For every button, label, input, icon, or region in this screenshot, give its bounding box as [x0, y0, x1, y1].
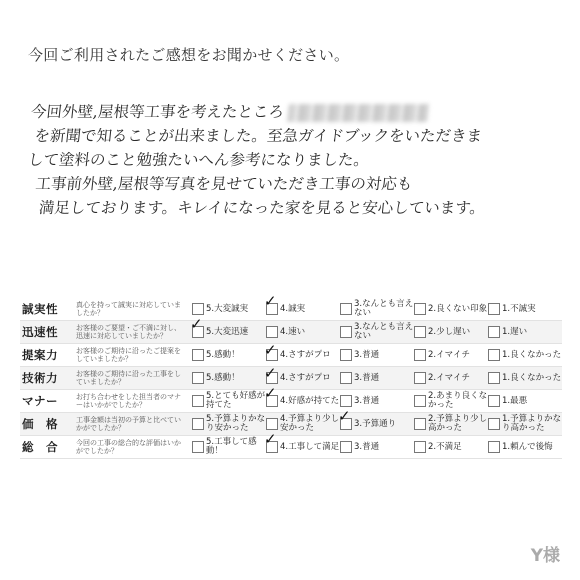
- checkbox[interactable]: [414, 372, 426, 384]
- option-label: 1.良くなかった: [502, 349, 562, 360]
- check-mark-icon: ✓: [190, 315, 203, 333]
- rating-row: [20, 407, 562, 436]
- rating-option[interactable]: [488, 392, 562, 410]
- checkbox[interactable]: [192, 303, 204, 315]
- customer-signature: Y様: [530, 546, 560, 566]
- survey-title: 今回ご利用されたご感想をお聞かせください。: [28, 46, 350, 64]
- checkbox[interactable]: [266, 418, 278, 430]
- row-label: 総 合: [22, 440, 58, 454]
- comment-line: を新聞で知ることが出来ました。至急ガイドブックをいただきま: [33, 127, 483, 145]
- rating-option[interactable]: [192, 392, 266, 410]
- rating-row: [20, 430, 562, 459]
- rating-option[interactable]: [488, 323, 562, 341]
- rating-option[interactable]: [414, 372, 488, 384]
- checkbox[interactable]: [414, 441, 426, 453]
- option-label: 4.さすがプロ: [280, 349, 331, 360]
- option-label: 3.普通: [354, 395, 380, 406]
- handwritten-comment: [20, 100, 553, 220]
- check-mark-icon: ✓: [264, 384, 277, 402]
- rating-option[interactable]: [264, 341, 340, 361]
- rating-option[interactable]: [414, 300, 488, 318]
- checkbox[interactable]: [340, 372, 352, 384]
- option-label: 1.予算よりかなり高かった: [502, 414, 562, 433]
- option-label: 3.なんとも言えない: [354, 322, 414, 341]
- checkbox[interactable]: [414, 303, 426, 315]
- option-label: 3.予算通り: [354, 418, 397, 429]
- option-label: 4.工事して満足: [280, 441, 340, 452]
- checkbox[interactable]: [192, 349, 204, 361]
- rating-option[interactable]: [340, 392, 414, 410]
- row-question: お客様のご要望・ご不満に対し、迅速に対応していましたか？: [76, 324, 182, 340]
- rating-option[interactable]: [340, 349, 414, 361]
- option-label: 4.好感が持てた: [280, 395, 340, 406]
- rating-option[interactable]: [192, 438, 266, 456]
- option-label: 1.最悪: [502, 395, 528, 406]
- rating-row: [20, 364, 562, 390]
- option-label: 4.さすがプロ: [280, 372, 331, 383]
- check-mark-icon: ✓: [338, 407, 351, 425]
- rating-option[interactable]: [414, 438, 488, 456]
- option-label: 5.とても好感が持てた: [206, 391, 266, 410]
- option-label: 2.良くない印象: [428, 303, 488, 314]
- row-question: 真心を持って誠実に対応していましたか？: [76, 301, 182, 317]
- checkbox[interactable]: [414, 326, 426, 338]
- checkbox[interactable]: [192, 418, 204, 430]
- rating-option[interactable]: [190, 315, 266, 341]
- rating-option[interactable]: [414, 323, 488, 341]
- comment-line: 満足しております。キレイになった家を見ると安心しています。: [38, 199, 486, 217]
- rating-row: [20, 292, 562, 321]
- option-label: 4.誠実: [280, 303, 306, 314]
- checkbox[interactable]: [340, 349, 352, 361]
- option-label: 1.良くなかった: [502, 372, 562, 383]
- option-label: 1.不誠実: [502, 303, 536, 314]
- rating-row: [20, 341, 562, 367]
- check-mark-icon: ✓: [264, 364, 277, 382]
- checkbox[interactable]: [488, 441, 500, 453]
- rating-option[interactable]: [192, 300, 266, 318]
- checkbox[interactable]: [488, 395, 500, 407]
- option-label: 2.不満足: [428, 441, 462, 452]
- checkbox[interactable]: [488, 349, 500, 361]
- checkbox[interactable]: [488, 418, 500, 430]
- option-label: 3.普通: [354, 349, 380, 360]
- row-label: 提案力: [22, 348, 58, 362]
- rating-option[interactable]: [414, 349, 488, 361]
- option-label: 5.感動！: [206, 372, 240, 383]
- rating-option[interactable]: [264, 430, 340, 456]
- option-label: 5.大変迅速: [206, 326, 249, 337]
- rating-option[interactable]: [414, 392, 488, 410]
- row-question: お打ち合わせをした担当者のマナーはいかがでしたか？: [76, 393, 182, 409]
- checkbox[interactable]: [192, 441, 204, 453]
- rating-option[interactable]: [338, 407, 414, 433]
- option-label: 2.少し遅い: [428, 326, 471, 337]
- checkbox[interactable]: [340, 326, 352, 338]
- rating-option[interactable]: [264, 292, 340, 318]
- check-mark-icon: ✓: [264, 430, 277, 448]
- rating-option[interactable]: [488, 300, 562, 318]
- rating-table: [20, 292, 562, 459]
- checkbox[interactable]: [340, 395, 352, 407]
- rating-option[interactable]: [414, 415, 488, 433]
- row-question: 工事金額は当初の予算と比べていかがでしたか？: [76, 416, 182, 432]
- redacted-text: [287, 104, 429, 122]
- option-label: 3.なんとも言えない: [354, 299, 414, 318]
- row-question: お客様のご期待に沿った工事をしていましたか？: [76, 370, 182, 386]
- row-label: 誠実性: [22, 302, 58, 316]
- rating-option[interactable]: [488, 438, 562, 456]
- checkbox[interactable]: [340, 303, 352, 315]
- checkbox[interactable]: [414, 418, 426, 430]
- checkbox[interactable]: [414, 395, 426, 407]
- rating-option[interactable]: [340, 323, 414, 341]
- option-label: 4.予算より少し安かった: [280, 414, 340, 433]
- checkbox[interactable]: [488, 303, 500, 315]
- option-label: 1.頼んで後悔: [502, 441, 553, 452]
- checkbox[interactable]: [488, 326, 500, 338]
- rating-option[interactable]: [264, 384, 340, 410]
- option-label: 2.イマイチ: [428, 349, 470, 360]
- rating-row: [20, 315, 562, 344]
- checkbox[interactable]: [192, 372, 204, 384]
- option-label: 5.大変誠実: [206, 303, 249, 314]
- rating-option[interactable]: [192, 372, 266, 384]
- rating-option[interactable]: [488, 372, 562, 384]
- row-question: 今回の工事の総合的な評価はいかがでしたか？: [76, 439, 182, 455]
- rating-option[interactable]: [266, 415, 340, 433]
- option-label: 2.予算より少し高かった: [428, 414, 488, 433]
- rating-option[interactable]: [340, 438, 414, 456]
- rating-row: [20, 384, 562, 413]
- comment-line: 今回外壁,屋根等工事を考えたところ: [30, 100, 553, 124]
- option-label: 5.感動！: [206, 349, 240, 360]
- rating-option[interactable]: [488, 415, 562, 433]
- checkbox[interactable]: [340, 441, 352, 453]
- checkbox[interactable]: [192, 395, 204, 407]
- check-mark-icon: ✓: [264, 292, 277, 310]
- checkbox[interactable]: [266, 326, 278, 338]
- row-label: 価 格: [22, 417, 58, 431]
- row-question: お客様のご期待に沿ったご提案をしていましたか？: [76, 347, 182, 363]
- checkbox[interactable]: [414, 349, 426, 361]
- option-label: 2.あまり良くなかった: [428, 391, 488, 410]
- option-label: 3.普通: [354, 372, 380, 383]
- rating-option[interactable]: [340, 300, 414, 318]
- option-label: 1.遅い: [502, 326, 528, 337]
- comment-line: して塗料のこと勉強たいへん参考になりました。: [27, 151, 370, 169]
- option-label: 4.速い: [280, 326, 306, 337]
- row-label: マナー: [22, 394, 58, 408]
- rating-option[interactable]: [264, 364, 340, 384]
- rating-option[interactable]: [192, 349, 266, 361]
- option-label: 5.予算よりかなり安かった: [206, 414, 266, 433]
- row-label: 技術力: [22, 371, 58, 385]
- rating-option[interactable]: [488, 349, 562, 361]
- option-label: 3.普通: [354, 441, 380, 452]
- checkbox[interactable]: [488, 372, 500, 384]
- rating-option[interactable]: [340, 372, 414, 384]
- rating-option[interactable]: [266, 323, 340, 341]
- rating-option[interactable]: [192, 415, 266, 433]
- row-label: 迅速性: [22, 325, 58, 339]
- option-label: 2.イマイチ: [428, 372, 470, 383]
- comment-line: 工事前外壁,屋根等写真を見せていただき工事の対応も: [34, 175, 414, 193]
- option-label: 5.工事して感動！: [206, 437, 257, 456]
- check-mark-icon: ✓: [264, 341, 277, 359]
